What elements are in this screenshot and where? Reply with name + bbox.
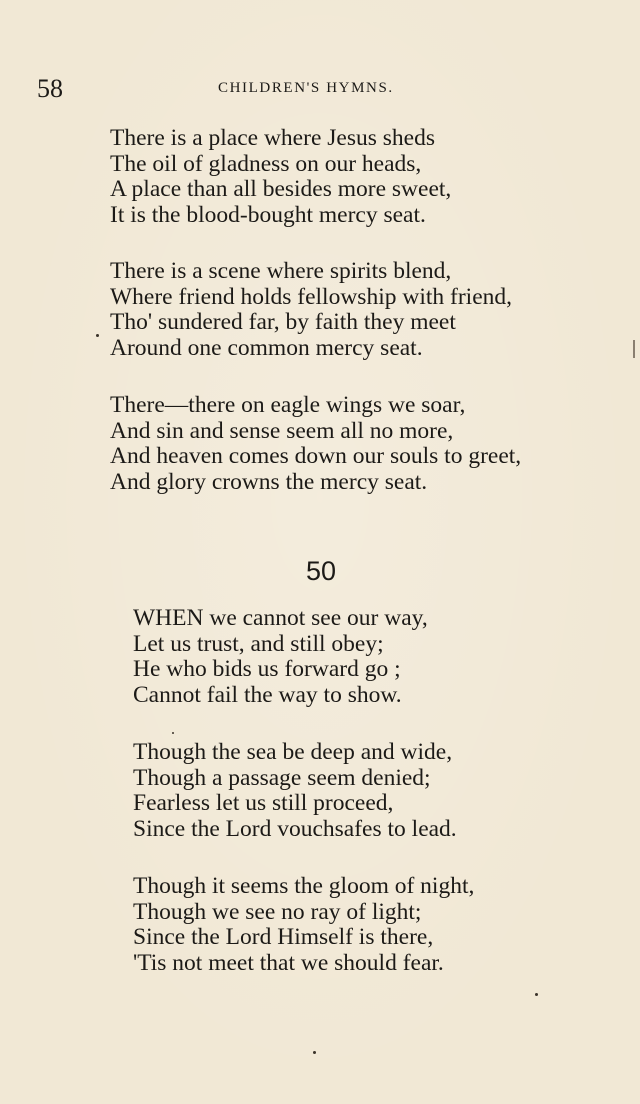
verse-line: There is a place where Jesus sheds <box>110 125 435 151</box>
verse-line: The oil of gladness on our heads, <box>110 150 422 177</box>
verse-line: Where friend holds fellowship with friend, <box>110 283 513 310</box>
verse-line: It is the blood-bought mercy seat. <box>110 201 426 228</box>
verse-line: 'Tis not meet that we should fear. <box>133 949 444 976</box>
hymn-49-stanza-1 <box>110 126 451 228</box>
hymn-50-stanza-1 <box>133 606 428 708</box>
ink-speck <box>313 1051 316 1054</box>
verse-line: Cannot fail the way to show. <box>133 681 402 708</box>
verse-line: There—there on eagle wings we soar, <box>110 392 466 418</box>
verse-line: Let us trust, and still obey; <box>133 630 384 657</box>
verse-line: And sin and sense seem all no more, <box>110 417 454 444</box>
hymn-50-stanza-3 <box>133 874 474 976</box>
verse-line: Since the Lord Himself is there, <box>133 924 434 950</box>
page-number: 58 <box>37 74 63 103</box>
verse-line: He who bids us forward go ; <box>133 656 401 682</box>
ink-speck <box>535 993 538 996</box>
verse-line: And heaven comes down our souls to greet, <box>110 443 522 469</box>
verse-line: There is a scene where spirits blend, <box>110 258 452 284</box>
verse-line: Since the Lord vouchsafes to lead. <box>133 815 457 842</box>
verse-line: WHEN we cannot see our way, <box>133 605 428 631</box>
hymn-49-stanza-2 <box>110 259 512 361</box>
verse-line: Fearless let us still proceed, <box>133 790 394 816</box>
verse-line: Though it seems the gloom of night, <box>133 873 475 899</box>
hymn-number: 50 <box>306 556 337 586</box>
hymn-49-stanza-3 <box>110 393 521 495</box>
hymn-50-stanza-2 <box>133 740 457 842</box>
verse-line: A place than all besides more sweet, <box>110 176 452 202</box>
verse-line: Though the sea be deep and wide, <box>133 739 453 765</box>
ink-speck <box>96 334 99 337</box>
verse-line: Around one common mercy seat. <box>110 334 423 361</box>
verse-line: Tho' sundered far, by faith they meet <box>110 309 456 335</box>
verse-line: Though we see no ray of light; <box>133 898 422 925</box>
page-edge-mark <box>633 340 635 358</box>
running-title: CHILDREN'S HYMNS. <box>218 80 394 96</box>
ink-speck <box>172 732 174 734</box>
verse-line: Though a passage seem denied; <box>133 764 431 791</box>
verse-line: And glory crowns the mercy seat. <box>110 468 428 495</box>
